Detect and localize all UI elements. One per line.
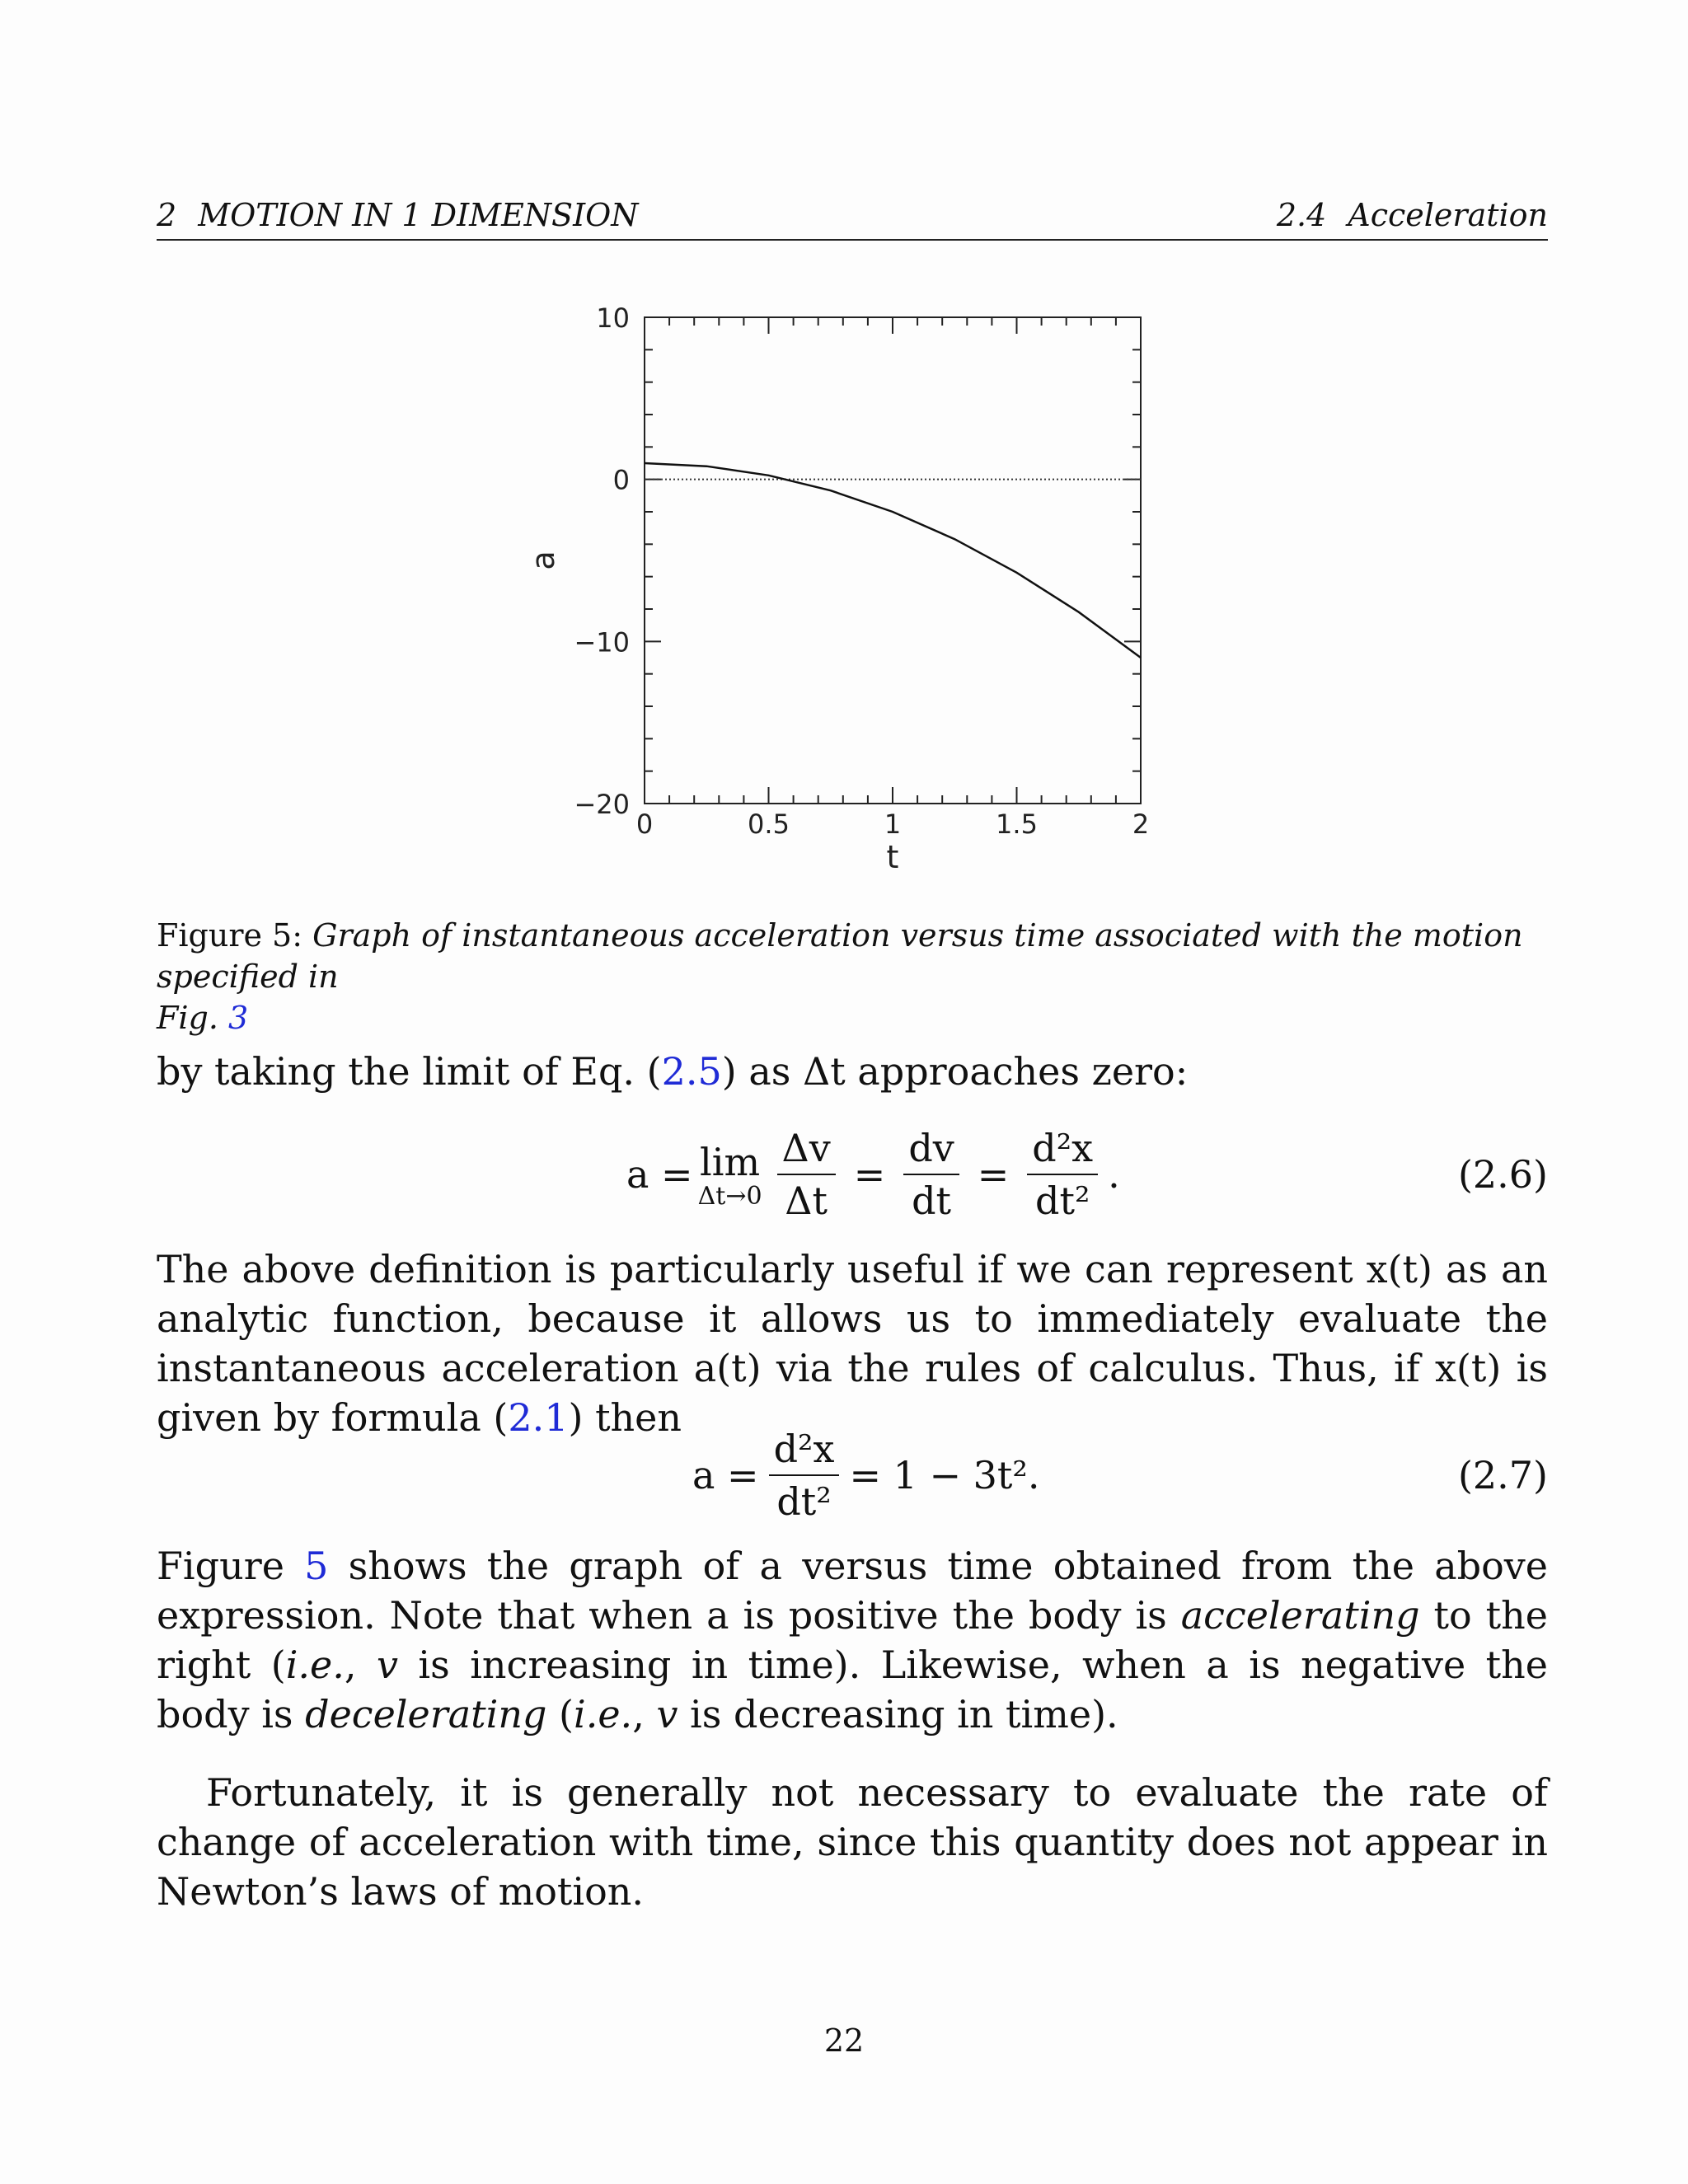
chapter-title: MOTION IN 1 DIMENSION: [198, 197, 639, 233]
text-segment: ) then: [568, 1395, 682, 1440]
math-v: v: [656, 1692, 678, 1736]
fraction-second-derivative: [1027, 1126, 1098, 1223]
acceleration-curve: [645, 463, 1141, 658]
text-segment: is decreasing in time).: [678, 1692, 1118, 1736]
x-axis-label: t: [886, 839, 899, 875]
text-segment: versus time obtained from the above expression. Note that when: [157, 1544, 1548, 1638]
paragraph-fortunately: Fortunately, it is generally not necessary to evaluate the rate of change of acceleration with time, since this quantity does not appear in Newton’s laws of motion.: [157, 1770, 1548, 1914]
emphasis-decelerating: decelerating: [305, 1692, 547, 1736]
text-segment: (: [546, 1692, 574, 1736]
math-x-of-t: x(t): [1366, 1247, 1432, 1291]
caption-figure-link[interactable]: 3: [228, 1000, 249, 1036]
frac-denominator: dt²: [776, 1479, 832, 1524]
equation-number: (2.6): [1457, 1152, 1548, 1197]
math-v: v: [376, 1643, 398, 1687]
eq-lhs: a =: [692, 1453, 759, 1497]
fraction-derivative: [903, 1126, 959, 1223]
emphasis-ie: i.e.: [574, 1692, 633, 1736]
math-a: a: [759, 1544, 782, 1588]
frac-numerator: d²x: [1027, 1126, 1098, 1175]
fraction-delta: [777, 1126, 836, 1223]
math-a: a: [1206, 1643, 1229, 1687]
y-tick-label: −10: [574, 626, 630, 658]
text-segment: is increasing in time). Likewise, when: [397, 1643, 1207, 1687]
equation-2-7: [157, 1426, 1548, 1525]
frac-numerator: d²x: [769, 1427, 840, 1476]
text-segment: shows the graph of: [328, 1544, 760, 1588]
math-a-of-t: a(t): [693, 1346, 762, 1390]
x-tick-label: 1.5: [996, 808, 1038, 840]
section-number: 2.4: [1276, 197, 1327, 233]
equation-number: (2.7): [1457, 1453, 1548, 1497]
page-number: 22: [823, 2022, 865, 2059]
caption-fig-prefix: Fig.: [157, 1000, 218, 1036]
figure-caption: [157, 915, 1548, 1038]
chapter-number: 2: [157, 197, 177, 233]
frac-denominator: dt²: [1035, 1179, 1090, 1223]
y-tick-label: 0: [612, 464, 630, 496]
emphasis-accelerating: accelerating: [1180, 1593, 1420, 1638]
text-segment: via the rules of calculus. Thus, if: [761, 1346, 1436, 1390]
figure-5: [0, 0, 1688, 907]
emphasis-ie: i.e.: [285, 1643, 345, 1687]
x-tick-label: 2: [1132, 808, 1150, 840]
text-segment: is negative the body is: [157, 1643, 1548, 1736]
text-segment: is positive the body is: [729, 1593, 1181, 1638]
text-segment: Figure: [157, 1544, 305, 1588]
text-segment: by taking the limit of Eq. (: [157, 1049, 662, 1094]
frac-denominator: Δt: [785, 1179, 828, 1223]
eq-lhs: a =: [626, 1152, 693, 1197]
lim-word: lim: [700, 1140, 761, 1184]
eq-rhs: = 1 − 3t².: [849, 1453, 1040, 1497]
frac-numerator: dv: [903, 1126, 959, 1175]
y-tick-label: −20: [574, 789, 630, 820]
y-axis-label: a: [525, 551, 561, 570]
equation-link-2-1[interactable]: 2.1: [508, 1395, 569, 1440]
figure-link-5[interactable]: 5: [304, 1544, 329, 1588]
text-segment: ,: [344, 1643, 377, 1687]
math-x-of-t: x(t): [1435, 1346, 1502, 1390]
text-segment: The above definition is particularly useful if we can represent: [157, 1247, 1367, 1291]
x-tick-label: 0: [635, 808, 654, 840]
frac-numerator: Δv: [777, 1126, 836, 1175]
equation-link-2-5[interactable]: 2.5: [661, 1049, 722, 1094]
text-segment: is given by formula (: [157, 1346, 1548, 1440]
y-tick-label: 10: [596, 302, 630, 334]
equation-2-6: a = lim Δt→0 $\frac{\Delta v}{\Delta t}$ = $\frac{dv}{dt}$ = $\frac{\text{d²x}}{\text{dt²}}$ . (2.6): [626, 1126, 1548, 1223]
plot-frame: [645, 317, 1141, 804]
paragraph-figure-discussion: [157, 1541, 1548, 1739]
fraction-second-derivative: [769, 1427, 840, 1524]
frac-denominator: dt: [912, 1179, 951, 1223]
text-segment: ,: [632, 1692, 657, 1736]
caption-text: Graph of instantaneous acceleration versus time associated with the motion specified in: [157, 917, 1523, 995]
text-segment: ) as Δt approaches zero:: [721, 1049, 1189, 1094]
lim-subscript: Δt→0: [697, 1182, 762, 1211]
text-segment: as an analytic function, because it allows us to immediately evaluate the instantaneous acceleration: [157, 1247, 1549, 1390]
acceleration-chart: [0, 0, 1688, 907]
section-title: Acceleration: [1348, 197, 1548, 233]
limit-operator: [698, 1140, 762, 1209]
x-tick-label: 0.5: [748, 808, 790, 840]
paragraph-limit-intro: [157, 1047, 1548, 1096]
x-tick-label: 1: [884, 808, 902, 840]
text-segment: to the right (: [157, 1593, 1548, 1687]
caption-label: Figure 5:: [157, 917, 303, 954]
eq-period: .: [1108, 1152, 1120, 1197]
math-a: a: [706, 1593, 729, 1638]
paragraph-definition: [157, 1244, 1548, 1442]
